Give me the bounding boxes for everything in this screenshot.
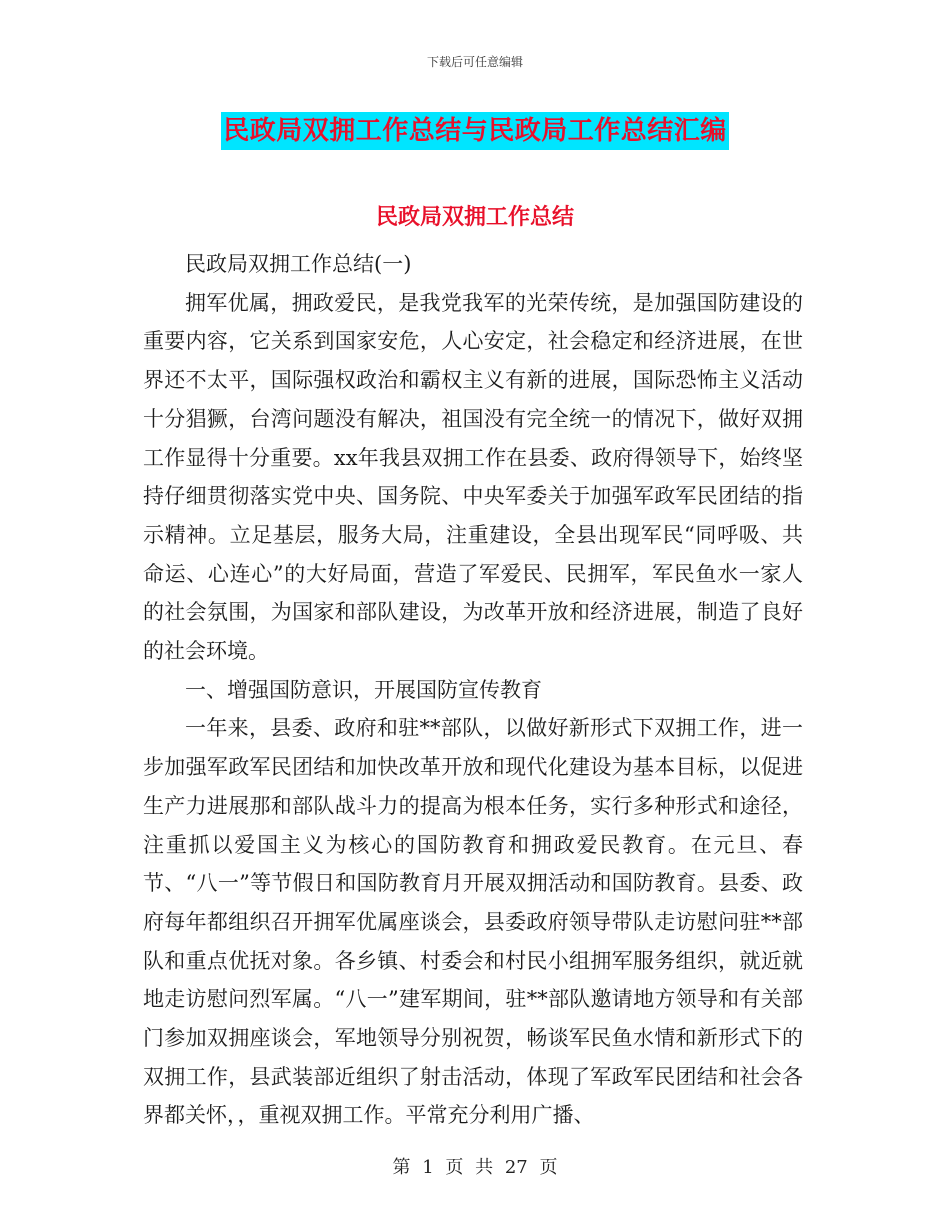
page-number: 第 1 页 共 27 页 [392,1157,558,1178]
body-text [143,245,803,1135]
paragraph-intro: 拥军优属，拥政爱民，是我党我军的光荣传统，是加强国防建设的重要内容，它关系到国家安危，人心安定，社会稳定和经济进展，在世界还不太平，国际强权政治和霸权主义有新的进展，国际恐怖主义活动十分猖獗，台湾问题没有解决，祖国没有完全统一的情况下，做好双拥工作显得十分重要。xx年我县双拥工作在县委、政府得领导下，始终坚持仔细贯彻落实党中央、国务院、中央军委关于加强军政军民团结的指示精神。立足基层，服务大局，注重建设，全县出现军民“同呼吸、共命运、心连心”的大好局面，营造了军爱民、民拥军，军民鱼水一家人的社会氛围，为国家和部队建设，为改革开放和经济进展，制造了良好的社会环境。 [143,290,803,664]
section-title: 民政局双拥工作总结 [375,204,574,230]
header-note: 下载后可任意编辑 [426,55,523,69]
subsection-heading: 民政局双拥工作总结(一) [185,252,412,276]
paragraph-body: 一年来，县委、政府和驻**部队，以做好新形式下双拥工作，进一步加强军政军民团结和加快改革开放和现代化建设为基本目标，以促进生产力进展那和部队战斗力的提高为根本任务，实行多种形式和途径，注重抓以爱国主义为核心的国防教育和拥政爱民教育。在元旦、春节、“八一”等节假日和国防教育月开展双拥活动和国防教育。县委、政府每年都组织召开拥军优属座谈会，县委政府领导带队走访慰问驻**部队和重点优抚对象。各乡镇、村委会和村民小组拥军服务组织，就近就地走访慰问烈军属。“八一”建军期间，驻**部队邀请地方领导和有关部门参加双拥座谈会，军地领导分别祝贺，畅谈军民鱼水情和新形式下的双拥工作，县武装部近组织了射击活动，体现了军政军民团结和社会各界都关怀，，重视双拥工作。平常充分利用广播、 [143,716,803,1128]
subsection-heading: 一、增强国防意识，开展国防宣传教育 [185,677,542,702]
document-title-container [0,112,950,150]
document-title: 民政局双拥工作总结与民政局工作总结汇编 [221,112,729,150]
